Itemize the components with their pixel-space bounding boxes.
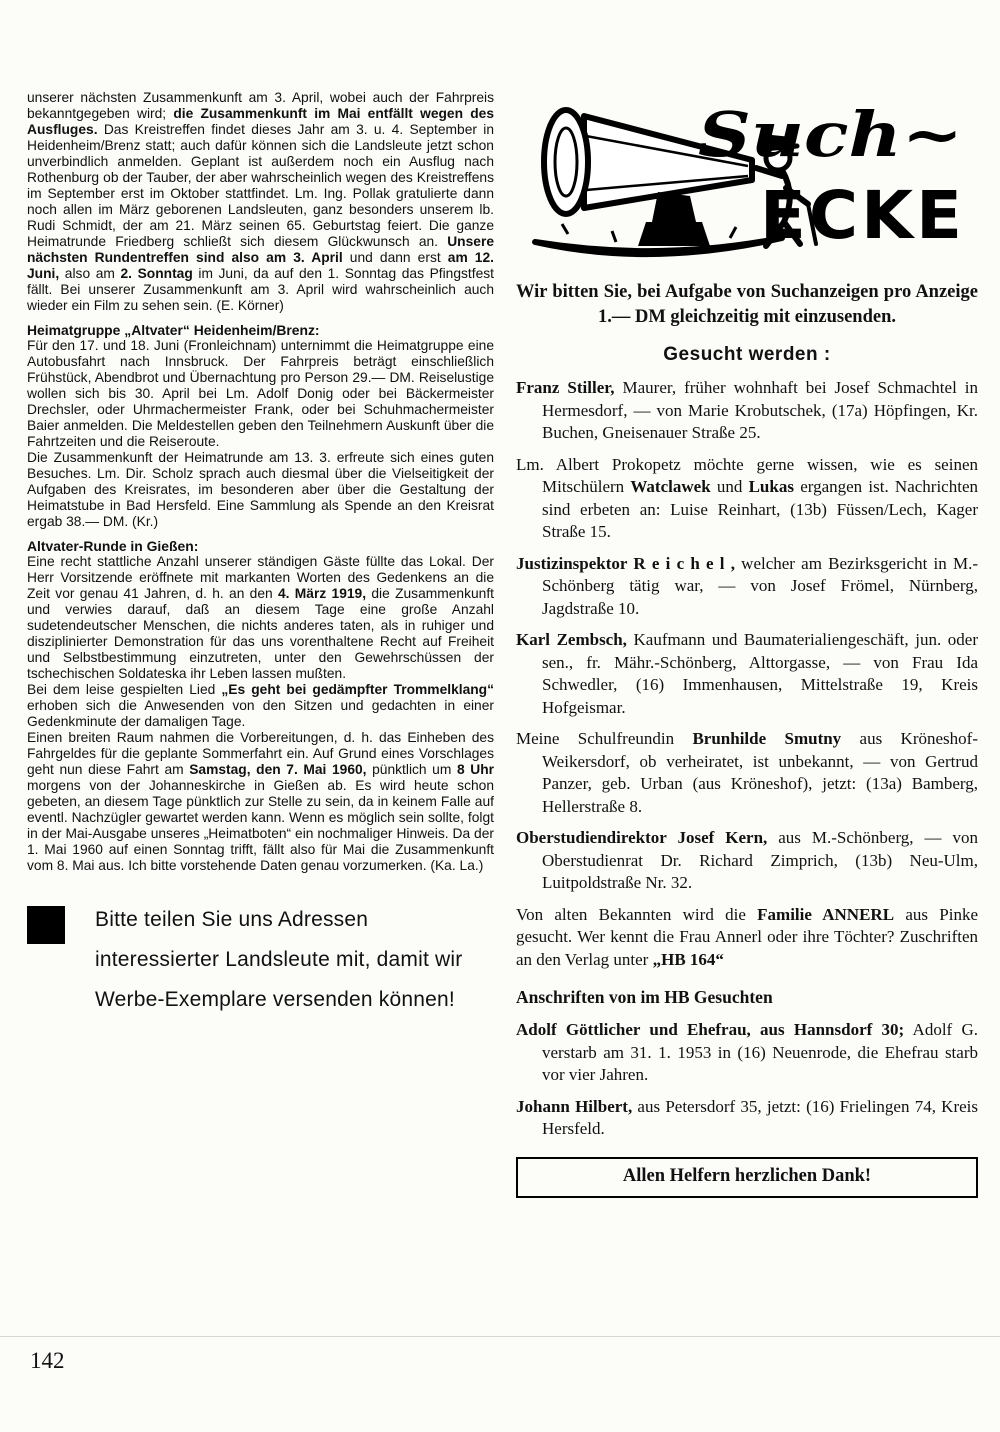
text-segment: Watclawek	[630, 477, 711, 496]
text-segment: Das Kreistreffen findet dieses Jahr am 3. u. 4. September in Heidenheim/Brenz statt; auch dafür können sich die Landsleute jetzt schon unverbindlich anmelden. Geplant ist außerdem noch ein Ausflug nach Rothenburg ob der Tauber, der aber wahrscheinlich wegen des Kreistreffens im September erst im Oktober stattfindet. Lm. Ing. Pollak gratulierte dann noch allen im März geborenen Landsleuten, ganz besonders unserem lb. Rudi Schmidt, der am 21. März seinen 65. Geburtstag feiert. Die ganze Heimatrunde Friedberg schließt sich diesem Glückwunsch an.	[27, 122, 494, 249]
text-segment: Meine Schulfreundin	[516, 729, 693, 748]
text-segment: Adolf Göttlicher und Ehefrau, aus Hannsdorf 30;	[516, 1020, 905, 1039]
search-entry	[516, 454, 978, 544]
text-segment: aus Kröneshof-Weikersdorf, ob verheiratet, ist unbekannt, — von Gertrud Panzer, geb. Urban (aus Kröneshof), jetzt: (13a) Bamberg, Hellerstraße 8.	[542, 729, 978, 816]
text-segment: Unsere nächsten Rundentreffen sind also am 3. April	[27, 234, 494, 265]
section-heading-heimatgruppe: Heimatgruppe „Altvater“ Heidenheim/Brenz:	[27, 322, 320, 338]
text-segment: Brunhilde Smutny	[692, 729, 842, 748]
text-segment: Lukas	[748, 477, 794, 496]
address-notice	[27, 900, 494, 1020]
text-segment: unserer nächsten Zusammenkunft am 3. April, wobei auch der Fahrpreis bekanntgegeben wird;	[27, 90, 494, 121]
paragraph	[27, 450, 494, 530]
text-segment: Kaufmann und Baumaterialiengeschäft, jun. oder sen., fr. Mähr.-Schönberg, Alttorgasse, — von Frau Ida Schwedler, (16) Immenhausen, Mittelstraße 19, Kreis Hofgeismar.	[542, 630, 978, 717]
logo-block-text: ECKE	[760, 177, 965, 254]
paragraph	[27, 338, 494, 450]
text-segment: 4. März 1919,	[277, 586, 367, 601]
suchanzeigen-fee-note: Wir bitten Sie, bei Aufgabe von Suchanzeigen pro Anzeige 1.— DM gleichzeitig mit einzusenden.	[516, 282, 978, 327]
thanks-box	[516, 1157, 978, 1198]
anschriften-entry	[516, 1096, 978, 1141]
bottom-rule	[0, 1336, 1000, 1337]
text-segment: Lm. Albert Prokopetz möchte gerne wissen, wie es seinen Mitschülern	[516, 454, 978, 496]
text-segment: 2. Sonntag	[120, 266, 193, 281]
thanks-text: Allen Helfern herzlichen Dank!	[622, 1165, 872, 1186]
right-column	[516, 76, 978, 1198]
text-segment: die Zusammenkunft und verwies darauf, daß an diesem Tage eine große Anzahl sudetendeutscher Menschen, die nichts anderes taten, als in ruhiger und disziplinierter Demonstration für das uns vorenthaltene Recht auf Freiheit und Selbstbestimmung einzutreten, unter den Gewehrschüssen der tschechischen Soldateska ihr Leben lassen mußten.	[27, 586, 494, 681]
section-heading-altvater-runde: Altvater-Runde in Gießen:	[27, 538, 199, 554]
black-square-mark	[27, 906, 65, 944]
search-entry	[516, 629, 978, 719]
gesucht-werden-heading: Gesucht werden :	[663, 344, 831, 365]
text-segment: und	[710, 477, 749, 496]
text-segment: Eine recht stattliche Anzahl unserer ständigen Gäste füllte das Lokal. Der Herr Vorsitzende eröffnete mit markanten Worten des Gedenkens an die Zeit vor genau 41 Jahren, d. h. an den	[27, 554, 494, 601]
text-segment: Familie ANNERL	[757, 904, 895, 924]
text-segment: Adolf G. verstarb am 31. 1. 1953 in (16) Neuenrode, die Ehefrau starb vor vier Jahren.	[542, 1020, 978, 1084]
text-segment: am 12. Juni,	[27, 250, 494, 281]
text-segment: „HB 164“	[652, 949, 724, 969]
search-entry	[516, 904, 978, 972]
text-segment: aus Pinke gesucht. Wer kennt die Frau Annerl oder ihre Töchter? Zuschriften an den Verlag unter	[516, 904, 978, 969]
text-segment: Johann Hilbert,	[516, 1096, 633, 1116]
search-entry	[516, 553, 978, 621]
search-entry	[516, 827, 978, 895]
text-segment: 8 Uhr	[456, 762, 494, 777]
notice-line: Werbe-Exemplare versenden können!	[95, 988, 455, 1011]
text-segment: „Es geht bei gedämpfter Trommelklang“	[221, 682, 495, 697]
text-segment: welcher am Bezirksgericht in M.-Schönberg tätig war, — von Josef Frömel, Nürnberg, Jagdstraße 10.	[542, 553, 978, 618]
notice-line: Bitte teilen Sie uns Adressen	[95, 908, 369, 931]
paragraph	[27, 730, 494, 874]
text-segment: morgens von der Johanneskirche in Gießen ab. Es wird heute schon gebeten, an diesem Tage pünktlich zur Stelle zu sein, da in keinem Falle auf eventl. Nachzügler gewartet werden kann. Wenn es möglich sein sollte, folgt in der Mai-Ausgabe unseres „Heimatboten“ ein nochmaliger Hinweis. Da der 1. Mai 1960 auf einen Sonntag trifft, fällt also für Mai die Zusammenkunft vom 8. Mai aus. Ich bitte vorstehende Daten genau vorzumerken. (Ka. La.)	[27, 778, 494, 873]
text-segment: die Zusammenkunft im Mai entfällt wegen des Ausfluges.	[27, 106, 494, 137]
paragraph	[27, 682, 494, 730]
text-segment: Maurer, früher wohnhaft bei Josef Schmachtel in Hermesdorf, — von Marie Krobutschek, (17a) Höpfingen, Kr. Buchen, Gneisenauer Straße 25.	[542, 378, 979, 442]
page-number: 142	[30, 1348, 65, 1373]
search-entry	[516, 728, 978, 818]
text-segment: Karl Zembsch,	[516, 630, 627, 649]
notice-line: interessierter Landsleute mit, damit wir	[95, 948, 463, 971]
search-entry	[516, 377, 978, 445]
left-column	[27, 90, 494, 1020]
text-segment: Für den 17. und 18. Juni (Fronleichnam) unternimmt die Heimatgruppe eine Autobusfahrt nach Innsbruck. Der Fahrpreis beträgt einschließlich Frühstück, Abendbrot und Übernachtung pro Person 29.— DM. Reiselustige wollen sich bis 30. April bei Lm. Adolf Donig oder bei Bäckermeister Drechsler, oder Uhrmachermeister Frank, oder bei Schuhmachermeister Baier anmelden. Die Meldestellen geben den Teilnehmern Auskunft über die Fahrtzeiten und die Reiseroute.	[27, 338, 494, 449]
text-segment: erhoben sich die Anwesenden von den Sitzen und gedachten in einer Gedenkminute der damaligen Tage.	[27, 698, 494, 729]
text-segment: Die Zusammenkunft der Heimatrunde am 13. 3. erfreute sich eines guten Besuches. Lm. Dir. Scholz sprach auch diesmal über die Vielseitigkeit der Aufgaben des Kreisrates, im besonderen aber über die Gestaltung der Heimatstube in Bad Hersfeld. Eine Sammlung als Spende an den Kreisrat ergab 38.— DM. (Kr.)	[27, 450, 494, 529]
paragraph	[27, 554, 494, 682]
text-segment: Von alten Bekannten wird die	[516, 904, 758, 924]
notice-text	[95, 900, 462, 1020]
text-segment: und dann erst	[342, 250, 448, 265]
text-segment: Franz Stiller,	[516, 378, 615, 397]
text-segment: im Juni, da auf den 1. Sonntag das Pfingstfest fällt. Bei unserer Zusammenkunft am 3. April wird wahrscheinlich auch wieder ein Film zu sehen sein. (E. Körner)	[27, 266, 494, 313]
anschriften-heading: Anschriften von im HB Gesuchten	[516, 987, 773, 1007]
anschriften-entry	[516, 1019, 978, 1087]
text-segment: Justizinspektor R e i c h e l ,	[516, 553, 735, 573]
text-segment: aus M.-Schönberg, — von Oberstudienrat Dr. Richard Zimprich, (13b) Neu-Ulm, Luitpoldstraße Nr. 32.	[542, 828, 978, 892]
text-segment: pünktlich um	[366, 762, 457, 777]
text-segment: Einen breiten Raum nahmen die Vorbereitungen, d. h. das Einheben des Fahrgeldes für die geplante Sommerfahrt ein. Auf Grund eines Vorschlages geht nun diese Fahrt am	[27, 730, 494, 777]
continued-paragraph	[27, 90, 494, 314]
such-ecke-logo	[520, 76, 975, 266]
text-segment: Oberstudiendirektor Josef Kern,	[516, 828, 768, 847]
text-segment: also am	[59, 266, 121, 281]
text-segment: Bei dem leise gespielten Lied	[27, 682, 222, 697]
such-ecke-logo-graphic	[520, 76, 975, 261]
text-segment: aus Petersdorf 35, jetzt: (16) Frielingen 74, Kreis Hersfeld.	[542, 1096, 978, 1138]
text-segment: Samstag, den 7. Mai 1960,	[189, 762, 367, 777]
logo-script-text: Such~	[698, 98, 963, 171]
text-segment: ergangen ist. Nachrichten sind erbeten an: Luise Reinhart, (13b) Füssen/Lech, Kager Straße 15.	[542, 477, 978, 541]
